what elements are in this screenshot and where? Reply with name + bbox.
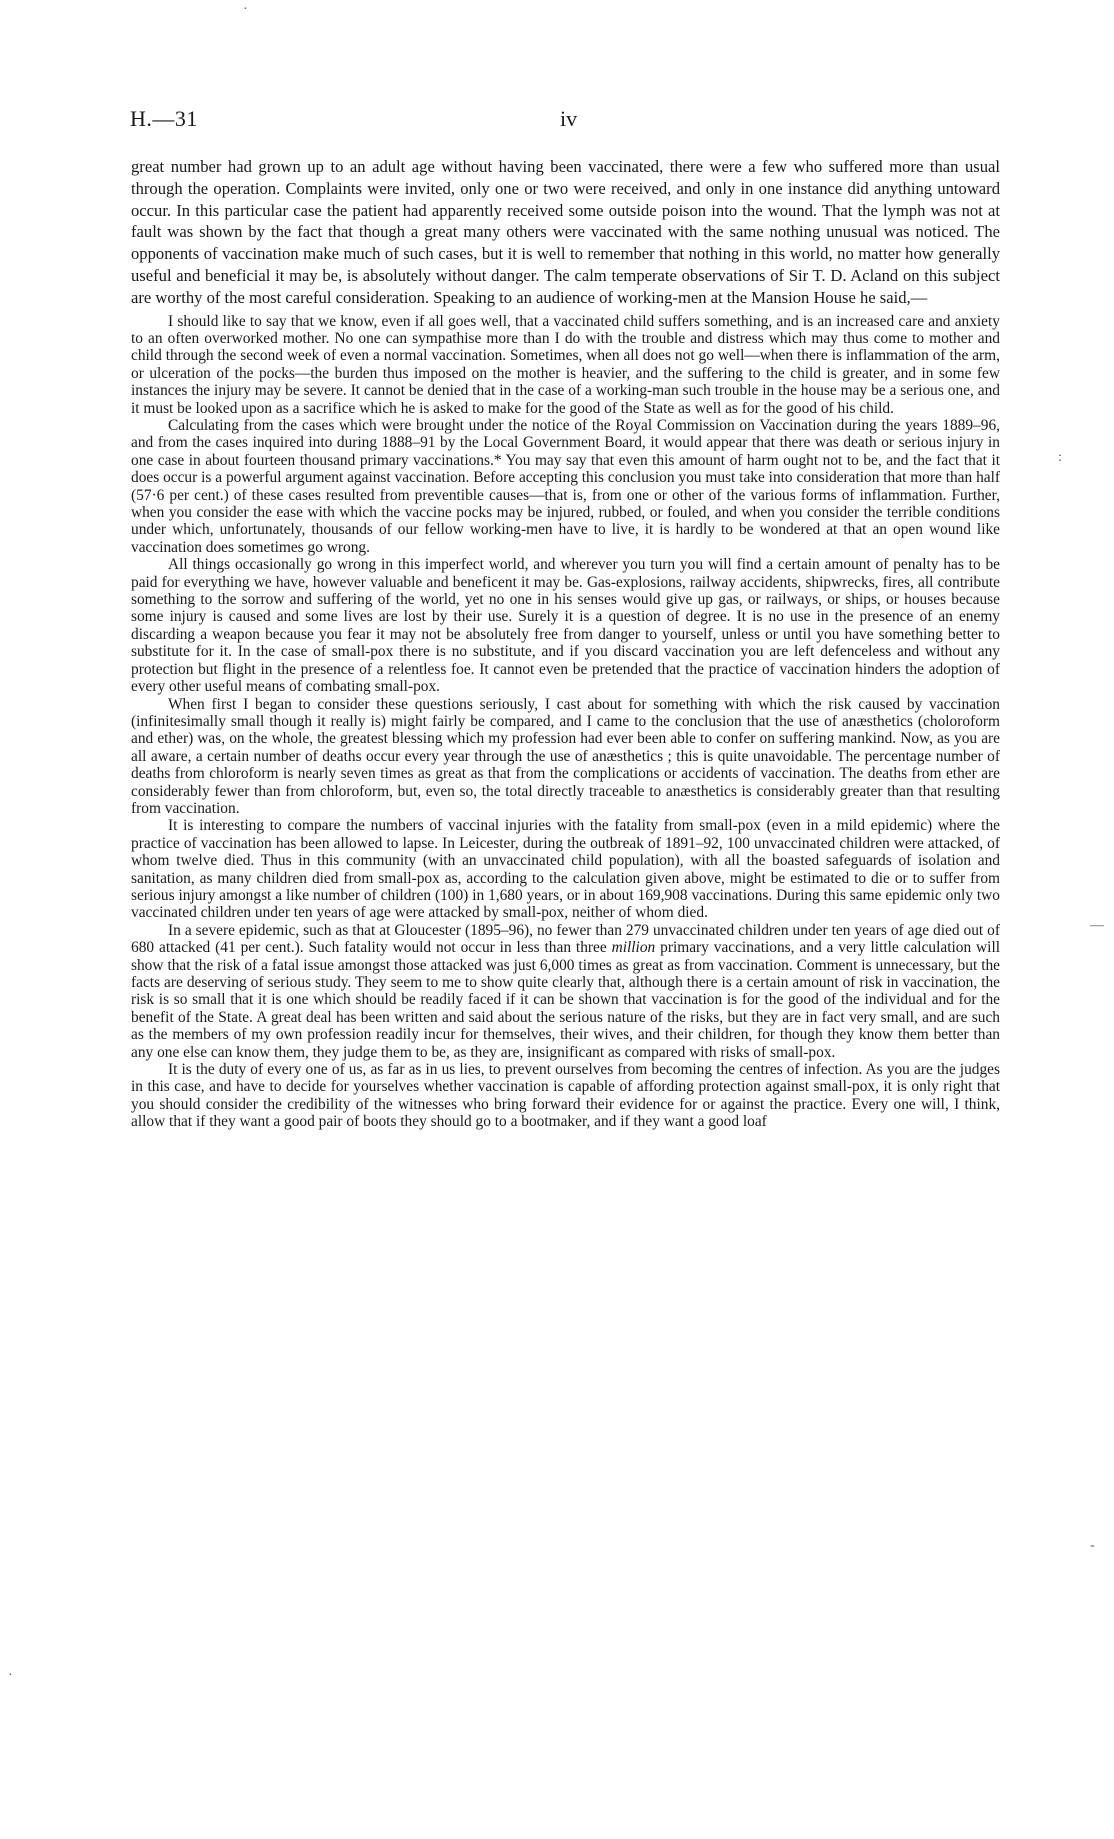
quoted-speech	[131, 313, 1000, 1131]
quote-paragraph-1: I should like to say that we know, even if all goes well, that a vaccinated child suffers something, and is an increased care and anxiety to an often overworked mother. No one can sympathise more than I do with the trouble and distress which may thus come to mother and child through the second week of even a normal vaccination. Sometimes, when all does not go well—when there is inflammation of the arm, or ulceration of the pocks—the burden thus imposed on the mother is heavier, and the suffering to the child is greater, and in some few instances the injury may be severe. It cannot be denied that in the case of a working-man such trouble in the house may be a serious one, and it must be looked upon as a sacrifice which he is asked to make for the good of the State as well as for the good of his child.	[131, 312, 1000, 417]
emphasis-million: million	[611, 939, 656, 957]
page-header	[130, 106, 1000, 136]
scan-speck: ·	[243, 2, 248, 17]
quote-paragraph-2: Calculating from the cases which were brought under the notice of the Royal Commission on Vaccination during the years 1889–96, and from the cases inquired into during 1888–91 by the Local Government Board, it would appear that there was death or serious injury in one case in about fourteen thousand primary vaccinations.* You may say that even this amount of harm ought not to be, and the fact that it does occur is a powerful argument against vaccination. Before accepting this conclusion you must take into consideration that more than half (57·6 per cent.) of these cases resulted from preventible causes—that is, from one or other of the various forms of inflammation. Further, when you consider the ease with which the vaccine pocks may be injured, rubbed, or fouled, and when you consider the terrible conditions under which, unfortunately, thousands of our fellow working-men have to live, it is hardly to be wondered at that an open wound like vaccination does sometimes go wrong.	[131, 417, 1000, 556]
quote-paragraph-7: It is the duty of every one of us, as far as in us lies, to prevent ourselves from becoming the centres of infection. As you are the judges in this case, and have to decide for yourselves whether vaccination is capable of affording protection against small-pox, it is only right that you should consider the credibility of the witnesses who bring forward their evidence for or against the practice. Every one will, I think, allow that if they want a good pair of boots they should go to a bootmaker, and if they want a good loaf	[131, 1061, 1000, 1131]
body-text	[131, 156, 1000, 1131]
quote-paragraph-6	[131, 922, 1000, 1061]
quote-paragraph-5: It is interesting to compare the numbers of vaccinal injuries with the fatality from small-pox (even in a mild epidemic) where the practice of vaccination has been allowed to lapse. In Leicester, during the outbreak of 1891–92, 100 unvaccinated children were attacked, of whom twelve died. Thus in this community (with an unvaccinated child population), with all the boasted safeguards of isolation and sanitation, as many children died from small-pox as, according to the calculation given above, might be estimated to die or to suffer from serious injury amongst a like number of children (100) in 1,680 years, or in about 169,908 vaccinations. During this same epidemic only two vaccinated children under ten years of age were attacked by small-pox, neither of whom died.	[131, 817, 1000, 922]
quote-paragraph-6-end: primary vaccinations, and a very little calculation will show that the risk of a fatal issue amongst those attacked was just 6,000 times as great as from vaccination. Comment is unnecessary, but the facts are deserving of serious study. They seem to me to show quite clearly that, although there is a certain amount of risk in vaccination, the risk is so small that it is one which should be readily faced if it can be shown that vaccination is for the good of the individual and for the benefit of the State. A great deal has been written and said about the serious nature of the risks, but they are in fact very small, and are such as the members of my own profession readily incur for themselves, their wives, and their children, for though they know them better than any one else can know them, they judge them to be, as they are, insignificant as compared with risks of small-pox.	[131, 939, 1000, 1061]
quote-paragraph-4: When first I began to consider these questions seriously, I cast about for something with which the risk caused by vaccination (infinitesimally small though it really is) might fairly be compared, and I came to the conclusion that the use of anæsthetics (choloroform and ether) was, on the whole, the greatest blessing which my profession had ever been able to confer on suffering mankind. Now, as you are all aware, a certain number of deaths occur every year through the use of anæsthetics ; this is quite unavoidable. The percentage number of deaths from chloroform is nearly seven times as great as that from the complications or accidents of vaccination. The deaths from ether are considerably fewer than from chloroform, but, even so, the total directly traceable to anæsthetics is considerably greater than that resulting from vaccination.	[131, 695, 1000, 817]
margin-mark: :	[1058, 450, 1062, 465]
quote-paragraph-3: All things occasionally go wrong in this imperfect world, and wherever you turn you will find a certain amount of penalty has to be paid for everything we have, however valuable and beneficent it may be. Gas-explosions, railway accidents, shipwrecks, fires, all contribute something to the sorrow and suffering of the world, yet no one in his senses would give up gas, or railways, or ships, or houses because some injury is caused and some lives are lost by their use. Surely it is a question of degree. It is no use in the presence of an enemy discarding a weapon because you fear it may not be absolutely free from danger to yourself, unless or until you have something better to substitute for it. In the case of small-pox there is no substitute, and if you discard vaccination you are left defenceless and without any protection but flight in the presence of a relentless foe. It cannot even be pretended that the practice of vaccination hinders the adoption of every other useful means of combating small-pox.	[131, 556, 1000, 696]
quote-paragraph-6-start: In a severe epidemic, such as that at Gloucester (1895–96), no fewer than 279 unvaccinated children under ten years of age died out of 680 attacked (41 per cent.). Such fatality would not occur in less than three	[131, 921, 1000, 957]
lead-paragraph: great number had grown up to an adult age without having been vaccinated, there were a few who suffered more than usual through the operation. Complaints were invited, only one or two were received, and only in one instance did anything untoward occur. In this particular case the patient had apparently received some outside poison into the wound. That the lymph was not at fault was shown by the fact that though a great many others were vaccinated with the same nothing unusual was noticed. The opponents of vaccination make much of such cases, but it is well to remember that nothing in this world, no matter how generally useful and beneficial it may be, is absolutely without danger. The calm temperate observations of Sir T. D. Acland on this subject are worthy of the most careful consideration. Speaking to an audience of working-men at the Mansion House he said,—	[131, 157, 1000, 307]
scan-speck: ·	[8, 1668, 13, 1683]
margin-mark: -	[1090, 1538, 1095, 1553]
document-id: H.—31	[130, 106, 198, 131]
page-number: iv	[560, 106, 578, 131]
margin-mark: —	[1090, 918, 1104, 933]
